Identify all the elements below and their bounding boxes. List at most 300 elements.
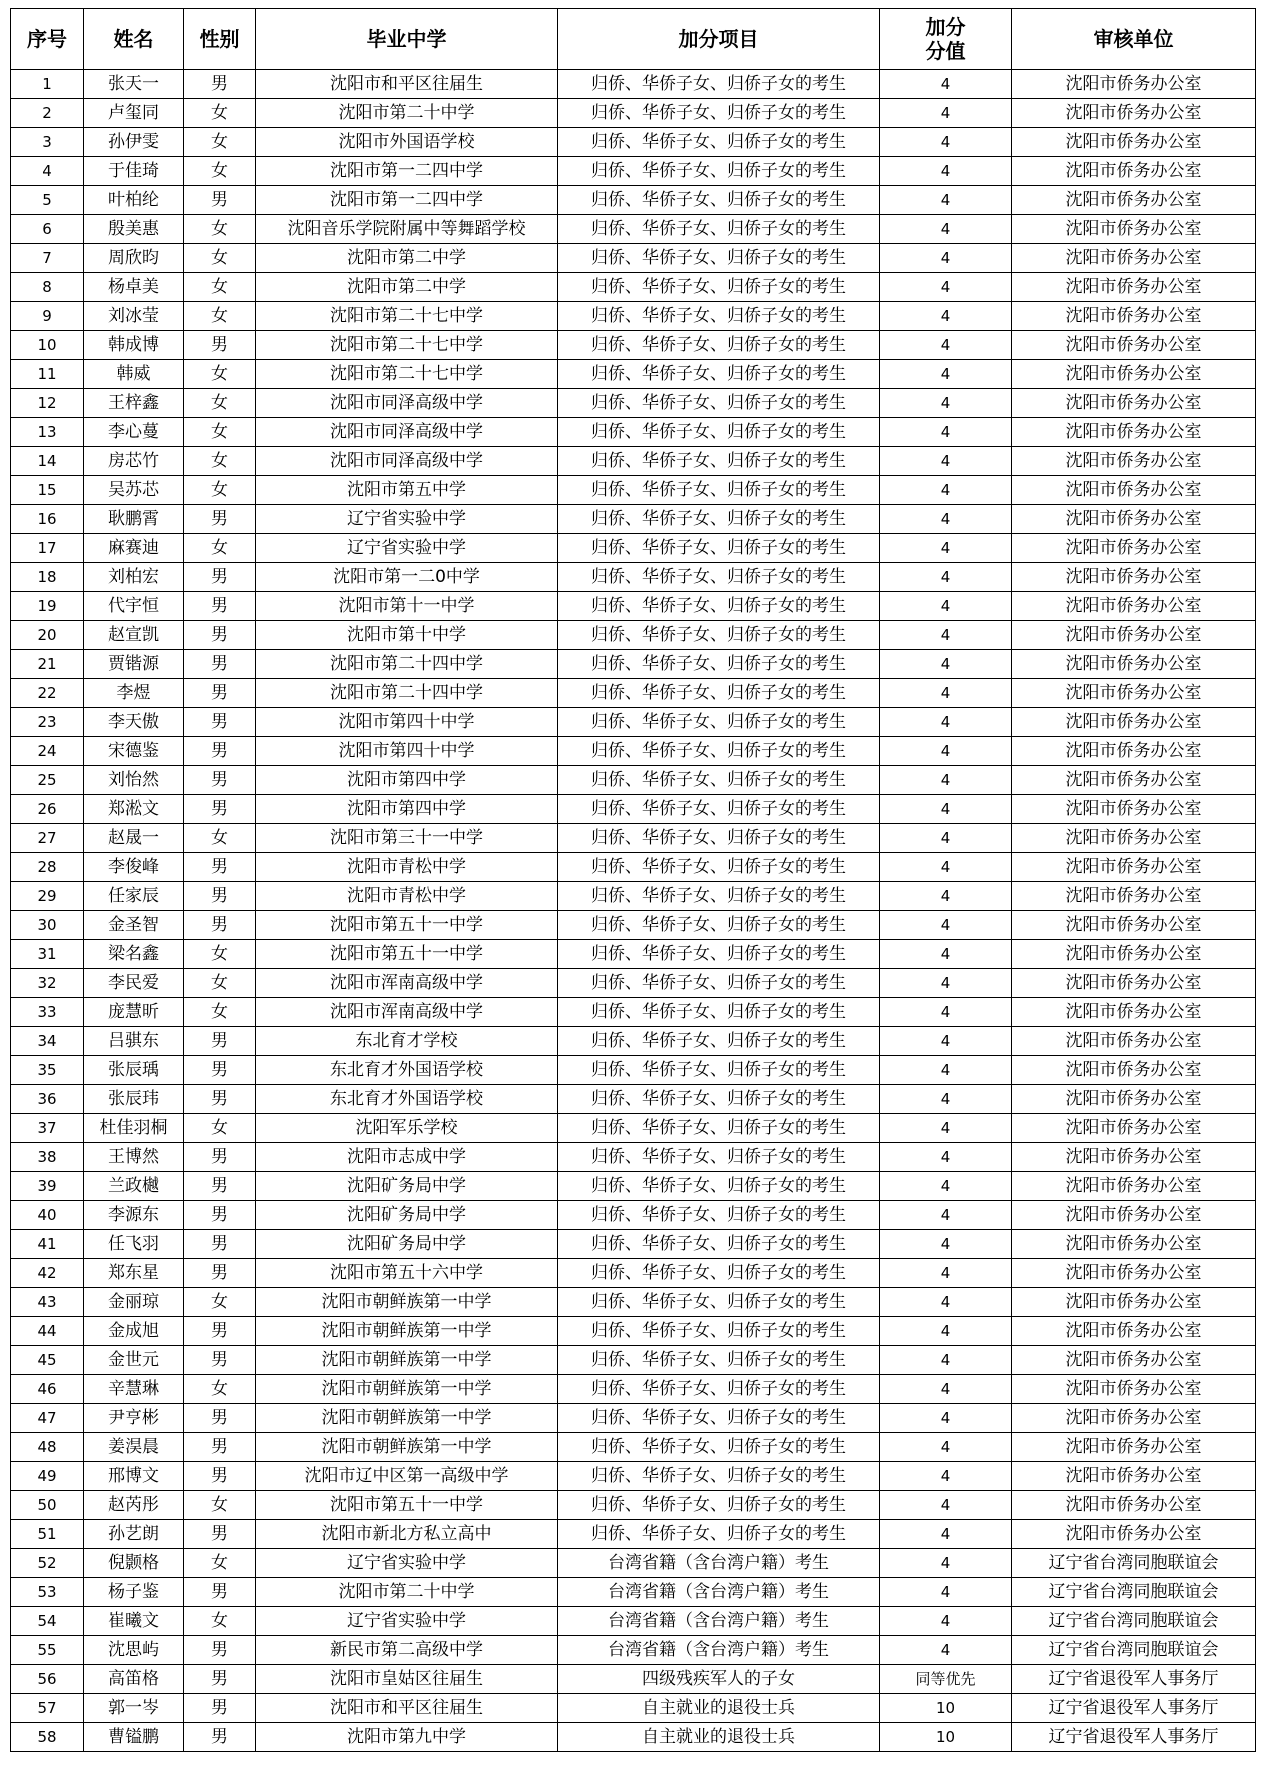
cell-gender: 女 bbox=[184, 1375, 256, 1404]
cell-school: 沈阳市第一二0中学 bbox=[256, 563, 558, 592]
cell-name: 任飞羽 bbox=[84, 1230, 184, 1259]
table-row bbox=[11, 1549, 1256, 1578]
cell-bonus-item: 归侨、华侨子女、归侨子女的考生 bbox=[558, 1520, 880, 1549]
table-row bbox=[11, 853, 1256, 882]
cell-bonus-points: 4 bbox=[880, 1462, 1012, 1491]
cell-seq: 26 bbox=[11, 795, 84, 824]
cell-gender: 男 bbox=[184, 911, 256, 940]
cell-review-unit: 沈阳市侨务办公室 bbox=[1012, 128, 1256, 157]
cell-review-unit: 沈阳市侨务办公室 bbox=[1012, 853, 1256, 882]
table-row bbox=[11, 1462, 1256, 1491]
cell-bonus-item: 归侨、华侨子女、归侨子女的考生 bbox=[558, 215, 880, 244]
cell-gender: 男 bbox=[184, 505, 256, 534]
cell-school: 沈阳市第五中学 bbox=[256, 476, 558, 505]
cell-bonus-points: 4 bbox=[880, 186, 1012, 215]
cell-review-unit: 沈阳市侨务办公室 bbox=[1012, 331, 1256, 360]
cell-bonus-points: 4 bbox=[880, 1520, 1012, 1549]
cell-bonus-points: 10 bbox=[880, 1723, 1012, 1752]
cell-bonus-points: 4 bbox=[880, 1172, 1012, 1201]
cell-name: 叶柏纶 bbox=[84, 186, 184, 215]
cell-gender: 女 bbox=[184, 302, 256, 331]
table-row bbox=[11, 1201, 1256, 1230]
cell-review-unit: 沈阳市侨务办公室 bbox=[1012, 505, 1256, 534]
table-row bbox=[11, 1143, 1256, 1172]
cell-name: 崔曦文 bbox=[84, 1607, 184, 1636]
cell-bonus-points: 4 bbox=[880, 1114, 1012, 1143]
cell-review-unit: 辽宁省台湾同胞联谊会 bbox=[1012, 1549, 1256, 1578]
cell-gender: 男 bbox=[184, 621, 256, 650]
cell-name: 任家辰 bbox=[84, 882, 184, 911]
cell-name: 张天一 bbox=[84, 70, 184, 99]
cell-name: 宋德鉴 bbox=[84, 737, 184, 766]
header-review-unit: 审核单位 bbox=[1012, 9, 1256, 70]
cell-bonus-points: 4 bbox=[880, 679, 1012, 708]
cell-bonus-item: 归侨、华侨子女、归侨子女的考生 bbox=[558, 853, 880, 882]
cell-review-unit: 沈阳市侨务办公室 bbox=[1012, 737, 1256, 766]
cell-seq: 42 bbox=[11, 1259, 84, 1288]
table-row bbox=[11, 331, 1256, 360]
cell-review-unit: 沈阳市侨务办公室 bbox=[1012, 360, 1256, 389]
cell-seq: 1 bbox=[11, 70, 84, 99]
cell-bonus-points: 4 bbox=[880, 273, 1012, 302]
cell-review-unit: 沈阳市侨务办公室 bbox=[1012, 563, 1256, 592]
cell-gender: 女 bbox=[184, 1114, 256, 1143]
cell-school: 辽宁省实验中学 bbox=[256, 1607, 558, 1636]
cell-name: 韩成博 bbox=[84, 331, 184, 360]
cell-school: 沈阳市第四中学 bbox=[256, 766, 558, 795]
cell-review-unit: 沈阳市侨务办公室 bbox=[1012, 679, 1256, 708]
cell-bonus-item: 归侨、华侨子女、归侨子女的考生 bbox=[558, 1114, 880, 1143]
cell-school: 沈阳军乐学校 bbox=[256, 1114, 558, 1143]
cell-name: 房芯竹 bbox=[84, 447, 184, 476]
cell-school: 沈阳市第二十中学 bbox=[256, 1578, 558, 1607]
cell-name: 刘怡然 bbox=[84, 766, 184, 795]
cell-gender: 女 bbox=[184, 389, 256, 418]
table-row bbox=[11, 708, 1256, 737]
cell-name: 兰政樾 bbox=[84, 1172, 184, 1201]
cell-seq: 58 bbox=[11, 1723, 84, 1752]
cell-seq: 14 bbox=[11, 447, 84, 476]
cell-review-unit: 沈阳市侨务办公室 bbox=[1012, 1433, 1256, 1462]
cell-name: 邢博文 bbox=[84, 1462, 184, 1491]
cell-name: 杜佳羽桐 bbox=[84, 1114, 184, 1143]
cell-review-unit: 沈阳市侨务办公室 bbox=[1012, 911, 1256, 940]
cell-bonus-item: 归侨、华侨子女、归侨子女的考生 bbox=[558, 621, 880, 650]
cell-bonus-points: 4 bbox=[880, 650, 1012, 679]
cell-bonus-points: 4 bbox=[880, 1433, 1012, 1462]
cell-review-unit: 沈阳市侨务办公室 bbox=[1012, 1172, 1256, 1201]
cell-name: 倪颢格 bbox=[84, 1549, 184, 1578]
cell-school: 沈阳市新北方私立高中 bbox=[256, 1520, 558, 1549]
cell-school: 沈阳市第一二四中学 bbox=[256, 157, 558, 186]
cell-school: 沈阳矿务局中学 bbox=[256, 1230, 558, 1259]
table-row bbox=[11, 592, 1256, 621]
cell-bonus-item: 归侨、华侨子女、归侨子女的考生 bbox=[558, 1056, 880, 1085]
cell-name: 梁名鑫 bbox=[84, 940, 184, 969]
cell-bonus-points: 4 bbox=[880, 1375, 1012, 1404]
cell-name: 郑淞文 bbox=[84, 795, 184, 824]
cell-seq: 18 bbox=[11, 563, 84, 592]
cell-bonus-item: 归侨、华侨子女、归侨子女的考生 bbox=[558, 1259, 880, 1288]
cell-bonus-points: 4 bbox=[880, 476, 1012, 505]
cell-bonus-points: 4 bbox=[880, 1288, 1012, 1317]
cell-gender: 男 bbox=[184, 1230, 256, 1259]
cell-bonus-item: 归侨、华侨子女、归侨子女的考生 bbox=[558, 650, 880, 679]
cell-school: 沈阳市第二十四中学 bbox=[256, 679, 558, 708]
cell-name: 郑东星 bbox=[84, 1259, 184, 1288]
cell-bonus-item: 归侨、华侨子女、归侨子女的考生 bbox=[558, 1462, 880, 1491]
cell-bonus-points: 4 bbox=[880, 1027, 1012, 1056]
cell-school: 沈阳市第四十中学 bbox=[256, 737, 558, 766]
cell-review-unit: 沈阳市侨务办公室 bbox=[1012, 1520, 1256, 1549]
cell-bonus-item: 归侨、华侨子女、归侨子女的考生 bbox=[558, 940, 880, 969]
table-row bbox=[11, 679, 1256, 708]
cell-bonus-points: 4 bbox=[880, 969, 1012, 998]
cell-school: 沈阳市第二中学 bbox=[256, 273, 558, 302]
cell-review-unit: 沈阳市侨务办公室 bbox=[1012, 273, 1256, 302]
cell-review-unit: 沈阳市侨务办公室 bbox=[1012, 389, 1256, 418]
cell-name: 贾锴源 bbox=[84, 650, 184, 679]
cell-review-unit: 沈阳市侨务办公室 bbox=[1012, 1259, 1256, 1288]
cell-gender: 女 bbox=[184, 157, 256, 186]
cell-bonus-item: 归侨、华侨子女、归侨子女的考生 bbox=[558, 128, 880, 157]
cell-seq: 11 bbox=[11, 360, 84, 389]
table-row bbox=[11, 1375, 1256, 1404]
table-row bbox=[11, 998, 1256, 1027]
cell-name: 庞慧昕 bbox=[84, 998, 184, 1027]
cell-school: 沈阳市第十中学 bbox=[256, 621, 558, 650]
table-row bbox=[11, 882, 1256, 911]
cell-name: 代宇恒 bbox=[84, 592, 184, 621]
table-row bbox=[11, 1288, 1256, 1317]
cell-school: 沈阳市志成中学 bbox=[256, 1143, 558, 1172]
cell-seq: 54 bbox=[11, 1607, 84, 1636]
cell-school: 沈阳市第一二四中学 bbox=[256, 186, 558, 215]
cell-name: 辛慧琳 bbox=[84, 1375, 184, 1404]
cell-review-unit: 沈阳市侨务办公室 bbox=[1012, 1056, 1256, 1085]
cell-school: 沈阳市同泽高级中学 bbox=[256, 447, 558, 476]
cell-school: 沈阳市第五十一中学 bbox=[256, 940, 558, 969]
cell-bonus-item: 台湾省籍（含台湾户籍）考生 bbox=[558, 1578, 880, 1607]
cell-school: 沈阳市第二十四中学 bbox=[256, 650, 558, 679]
cell-seq: 23 bbox=[11, 708, 84, 737]
cell-gender: 男 bbox=[184, 679, 256, 708]
cell-name: 于佳琦 bbox=[84, 157, 184, 186]
table-row bbox=[11, 1317, 1256, 1346]
cell-gender: 女 bbox=[184, 1607, 256, 1636]
cell-bonus-item: 归侨、华侨子女、归侨子女的考生 bbox=[558, 592, 880, 621]
cell-bonus-item: 归侨、华侨子女、归侨子女的考生 bbox=[558, 969, 880, 998]
cell-bonus-points: 4 bbox=[880, 882, 1012, 911]
cell-seq: 17 bbox=[11, 534, 84, 563]
cell-bonus-points: 4 bbox=[880, 940, 1012, 969]
cell-review-unit: 沈阳市侨务办公室 bbox=[1012, 186, 1256, 215]
cell-review-unit: 沈阳市侨务办公室 bbox=[1012, 1288, 1256, 1317]
cell-school: 沈阳市和平区往届生 bbox=[256, 70, 558, 99]
cell-bonus-points: 4 bbox=[880, 331, 1012, 360]
cell-school: 沈阳市第二十七中学 bbox=[256, 302, 558, 331]
cell-review-unit: 辽宁省退役军人事务厅 bbox=[1012, 1694, 1256, 1723]
cell-school: 辽宁省实验中学 bbox=[256, 534, 558, 563]
header-bonus-points: 加分 分值 bbox=[880, 9, 1012, 70]
table-row bbox=[11, 505, 1256, 534]
cell-bonus-item: 归侨、华侨子女、归侨子女的考生 bbox=[558, 447, 880, 476]
cell-bonus-points: 4 bbox=[880, 824, 1012, 853]
cell-bonus-points: 4 bbox=[880, 1607, 1012, 1636]
cell-bonus-item: 归侨、华侨子女、归侨子女的考生 bbox=[558, 1027, 880, 1056]
table-row bbox=[11, 70, 1256, 99]
cell-gender: 男 bbox=[184, 1085, 256, 1114]
cell-review-unit: 沈阳市侨务办公室 bbox=[1012, 99, 1256, 128]
cell-name: 姜淏晨 bbox=[84, 1433, 184, 1462]
cell-name: 杨子鉴 bbox=[84, 1578, 184, 1607]
cell-review-unit: 沈阳市侨务办公室 bbox=[1012, 592, 1256, 621]
cell-bonus-item: 自主就业的退役士兵 bbox=[558, 1723, 880, 1752]
cell-seq: 46 bbox=[11, 1375, 84, 1404]
cell-name: 刘冰莹 bbox=[84, 302, 184, 331]
cell-seq: 2 bbox=[11, 99, 84, 128]
cell-name: 孙伊雯 bbox=[84, 128, 184, 157]
cell-gender: 男 bbox=[184, 1346, 256, 1375]
cell-bonus-points: 4 bbox=[880, 1404, 1012, 1433]
header-bonus-item: 加分项目 bbox=[558, 9, 880, 70]
cell-school: 沈阳市外国语学校 bbox=[256, 128, 558, 157]
cell-school: 沈阳市第四中学 bbox=[256, 795, 558, 824]
cell-name: 麻赛迪 bbox=[84, 534, 184, 563]
cell-seq: 29 bbox=[11, 882, 84, 911]
score-bonus-table-sheet bbox=[10, 8, 1255, 1752]
cell-gender: 男 bbox=[184, 1462, 256, 1491]
cell-seq: 4 bbox=[11, 157, 84, 186]
cell-bonus-points: 4 bbox=[880, 621, 1012, 650]
cell-name: 李民爱 bbox=[84, 969, 184, 998]
cell-gender: 女 bbox=[184, 418, 256, 447]
cell-review-unit: 沈阳市侨务办公室 bbox=[1012, 447, 1256, 476]
cell-bonus-item: 归侨、华侨子女、归侨子女的考生 bbox=[558, 70, 880, 99]
cell-bonus-item: 归侨、华侨子女、归侨子女的考生 bbox=[558, 679, 880, 708]
cell-bonus-points: 4 bbox=[880, 1491, 1012, 1520]
cell-bonus-item: 归侨、华侨子女、归侨子女的考生 bbox=[558, 476, 880, 505]
cell-bonus-item: 台湾省籍（含台湾户籍）考生 bbox=[558, 1549, 880, 1578]
cell-gender: 男 bbox=[184, 1723, 256, 1752]
cell-bonus-points: 4 bbox=[880, 157, 1012, 186]
table-row bbox=[11, 418, 1256, 447]
cell-seq: 32 bbox=[11, 969, 84, 998]
cell-bonus-points: 4 bbox=[880, 998, 1012, 1027]
cell-name: 金世元 bbox=[84, 1346, 184, 1375]
cell-name: 张辰玮 bbox=[84, 1085, 184, 1114]
table-row bbox=[11, 273, 1256, 302]
cell-review-unit: 沈阳市侨务办公室 bbox=[1012, 476, 1256, 505]
cell-bonus-points: 4 bbox=[880, 447, 1012, 476]
cell-gender: 男 bbox=[184, 1259, 256, 1288]
header-name: 姓名 bbox=[84, 9, 184, 70]
cell-name: 金丽琼 bbox=[84, 1288, 184, 1317]
cell-name: 李煜 bbox=[84, 679, 184, 708]
table-row bbox=[11, 476, 1256, 505]
table-row bbox=[11, 824, 1256, 853]
cell-review-unit: 沈阳市侨务办公室 bbox=[1012, 1404, 1256, 1433]
cell-bonus-points: 4 bbox=[880, 99, 1012, 128]
cell-name: 郭一岑 bbox=[84, 1694, 184, 1723]
cell-gender: 男 bbox=[184, 1201, 256, 1230]
cell-review-unit: 沈阳市侨务办公室 bbox=[1012, 157, 1256, 186]
cell-bonus-item: 归侨、华侨子女、归侨子女的考生 bbox=[558, 273, 880, 302]
table-row bbox=[11, 795, 1256, 824]
cell-seq: 38 bbox=[11, 1143, 84, 1172]
cell-bonus-points: 4 bbox=[880, 853, 1012, 882]
cell-name: 张辰瑀 bbox=[84, 1056, 184, 1085]
cell-bonus-points: 4 bbox=[880, 1578, 1012, 1607]
table-row bbox=[11, 766, 1256, 795]
cell-seq: 35 bbox=[11, 1056, 84, 1085]
table-row bbox=[11, 1114, 1256, 1143]
cell-bonus-points: 4 bbox=[880, 911, 1012, 940]
cell-bonus-points: 4 bbox=[880, 795, 1012, 824]
cell-gender: 男 bbox=[184, 70, 256, 99]
table-row bbox=[11, 1027, 1256, 1056]
cell-review-unit: 沈阳市侨务办公室 bbox=[1012, 708, 1256, 737]
cell-seq: 20 bbox=[11, 621, 84, 650]
cell-school: 东北育才学校 bbox=[256, 1027, 558, 1056]
cell-seq: 48 bbox=[11, 1433, 84, 1462]
cell-seq: 53 bbox=[11, 1578, 84, 1607]
cell-school: 沈阳音乐学院附属中等舞蹈学校 bbox=[256, 215, 558, 244]
cell-review-unit: 沈阳市侨务办公室 bbox=[1012, 215, 1256, 244]
cell-bonus-item: 归侨、华侨子女、归侨子女的考生 bbox=[558, 1346, 880, 1375]
cell-gender: 男 bbox=[184, 1027, 256, 1056]
cell-gender: 女 bbox=[184, 940, 256, 969]
cell-bonus-item: 归侨、华侨子女、归侨子女的考生 bbox=[558, 1143, 880, 1172]
table-row bbox=[11, 940, 1256, 969]
cell-gender: 男 bbox=[184, 882, 256, 911]
cell-seq: 16 bbox=[11, 505, 84, 534]
cell-bonus-item: 归侨、华侨子女、归侨子女的考生 bbox=[558, 389, 880, 418]
cell-school: 辽宁省实验中学 bbox=[256, 505, 558, 534]
cell-gender: 女 bbox=[184, 998, 256, 1027]
cell-seq: 52 bbox=[11, 1549, 84, 1578]
cell-school: 沈阳市辽中区第一高级中学 bbox=[256, 1462, 558, 1491]
cell-gender: 男 bbox=[184, 1404, 256, 1433]
cell-gender: 女 bbox=[184, 244, 256, 273]
cell-gender: 女 bbox=[184, 99, 256, 128]
table-row bbox=[11, 1694, 1256, 1723]
cell-bonus-item: 归侨、华侨子女、归侨子女的考生 bbox=[558, 1375, 880, 1404]
table-row bbox=[11, 563, 1256, 592]
cell-seq: 28 bbox=[11, 853, 84, 882]
cell-bonus-item: 归侨、华侨子女、归侨子女的考生 bbox=[558, 1288, 880, 1317]
cell-seq: 10 bbox=[11, 331, 84, 360]
cell-name: 吕骐东 bbox=[84, 1027, 184, 1056]
cell-seq: 57 bbox=[11, 1694, 84, 1723]
cell-bonus-item: 归侨、华侨子女、归侨子女的考生 bbox=[558, 737, 880, 766]
cell-seq: 13 bbox=[11, 418, 84, 447]
cell-gender: 男 bbox=[184, 1694, 256, 1723]
table-row bbox=[11, 650, 1256, 679]
cell-gender: 男 bbox=[184, 737, 256, 766]
cell-seq: 5 bbox=[11, 186, 84, 215]
cell-school: 沈阳市青松中学 bbox=[256, 882, 558, 911]
cell-bonus-item: 归侨、华侨子女、归侨子女的考生 bbox=[558, 1201, 880, 1230]
cell-bonus-points: 4 bbox=[880, 360, 1012, 389]
cell-seq: 47 bbox=[11, 1404, 84, 1433]
cell-school: 新民市第二高级中学 bbox=[256, 1636, 558, 1665]
cell-bonus-item: 归侨、华侨子女、归侨子女的考生 bbox=[558, 824, 880, 853]
cell-seq: 30 bbox=[11, 911, 84, 940]
cell-gender: 男 bbox=[184, 592, 256, 621]
cell-seq: 25 bbox=[11, 766, 84, 795]
table-row bbox=[11, 128, 1256, 157]
cell-seq: 7 bbox=[11, 244, 84, 273]
cell-bonus-item: 归侨、华侨子女、归侨子女的考生 bbox=[558, 882, 880, 911]
cell-bonus-points: 4 bbox=[880, 215, 1012, 244]
cell-name: 殷美惠 bbox=[84, 215, 184, 244]
table-row bbox=[11, 1520, 1256, 1549]
table-row bbox=[11, 969, 1256, 998]
cell-gender: 女 bbox=[184, 1491, 256, 1520]
cell-school: 沈阳市同泽高级中学 bbox=[256, 389, 558, 418]
cell-gender: 男 bbox=[184, 331, 256, 360]
cell-bonus-item: 归侨、华侨子女、归侨子女的考生 bbox=[558, 360, 880, 389]
cell-bonus-points: 4 bbox=[880, 1143, 1012, 1172]
cell-bonus-points: 4 bbox=[880, 592, 1012, 621]
cell-bonus-points: 4 bbox=[880, 1549, 1012, 1578]
cell-bonus-points: 4 bbox=[880, 1230, 1012, 1259]
table-row bbox=[11, 621, 1256, 650]
cell-gender: 男 bbox=[184, 853, 256, 882]
cell-review-unit: 沈阳市侨务办公室 bbox=[1012, 795, 1256, 824]
cell-school: 沈阳市第九中学 bbox=[256, 1723, 558, 1752]
cell-seq: 50 bbox=[11, 1491, 84, 1520]
cell-seq: 8 bbox=[11, 273, 84, 302]
cell-name: 赵芮彤 bbox=[84, 1491, 184, 1520]
cell-bonus-item: 归侨、华侨子女、归侨子女的考生 bbox=[558, 911, 880, 940]
cell-bonus-points: 4 bbox=[880, 418, 1012, 447]
cell-bonus-points: 4 bbox=[880, 708, 1012, 737]
cell-name: 耿鹏霄 bbox=[84, 505, 184, 534]
cell-school: 沈阳市朝鲜族第一中学 bbox=[256, 1433, 558, 1462]
table-row bbox=[11, 389, 1256, 418]
cell-bonus-points: 4 bbox=[880, 1056, 1012, 1085]
cell-bonus-item: 归侨、华侨子女、归侨子女的考生 bbox=[558, 998, 880, 1027]
cell-bonus-points: 4 bbox=[880, 1346, 1012, 1375]
cell-school: 沈阳市第五十一中学 bbox=[256, 911, 558, 940]
table-row bbox=[11, 1404, 1256, 1433]
cell-review-unit: 沈阳市侨务办公室 bbox=[1012, 824, 1256, 853]
cell-name: 金成旭 bbox=[84, 1317, 184, 1346]
cell-school: 沈阳市第十一中学 bbox=[256, 592, 558, 621]
cell-school: 沈阳市朝鲜族第一中学 bbox=[256, 1346, 558, 1375]
cell-school: 沈阳市皇姑区往届生 bbox=[256, 1665, 558, 1694]
cell-bonus-item: 归侨、华侨子女、归侨子女的考生 bbox=[558, 1433, 880, 1462]
cell-seq: 19 bbox=[11, 592, 84, 621]
cell-gender: 男 bbox=[184, 1143, 256, 1172]
cell-school: 沈阳市第五十六中学 bbox=[256, 1259, 558, 1288]
cell-review-unit: 辽宁省台湾同胞联谊会 bbox=[1012, 1636, 1256, 1665]
cell-bonus-points: 4 bbox=[880, 766, 1012, 795]
cell-name: 曹镒鹏 bbox=[84, 1723, 184, 1752]
header-gender: 性别 bbox=[184, 9, 256, 70]
score-bonus-table bbox=[10, 8, 1256, 1752]
header-seq: 序号 bbox=[11, 9, 84, 70]
table-row bbox=[11, 186, 1256, 215]
cell-review-unit: 沈阳市侨务办公室 bbox=[1012, 882, 1256, 911]
cell-bonus-item: 归侨、华侨子女、归侨子女的考生 bbox=[558, 708, 880, 737]
cell-seq: 49 bbox=[11, 1462, 84, 1491]
cell-review-unit: 沈阳市侨务办公室 bbox=[1012, 969, 1256, 998]
cell-review-unit: 沈阳市侨务办公室 bbox=[1012, 766, 1256, 795]
cell-gender: 男 bbox=[184, 1578, 256, 1607]
